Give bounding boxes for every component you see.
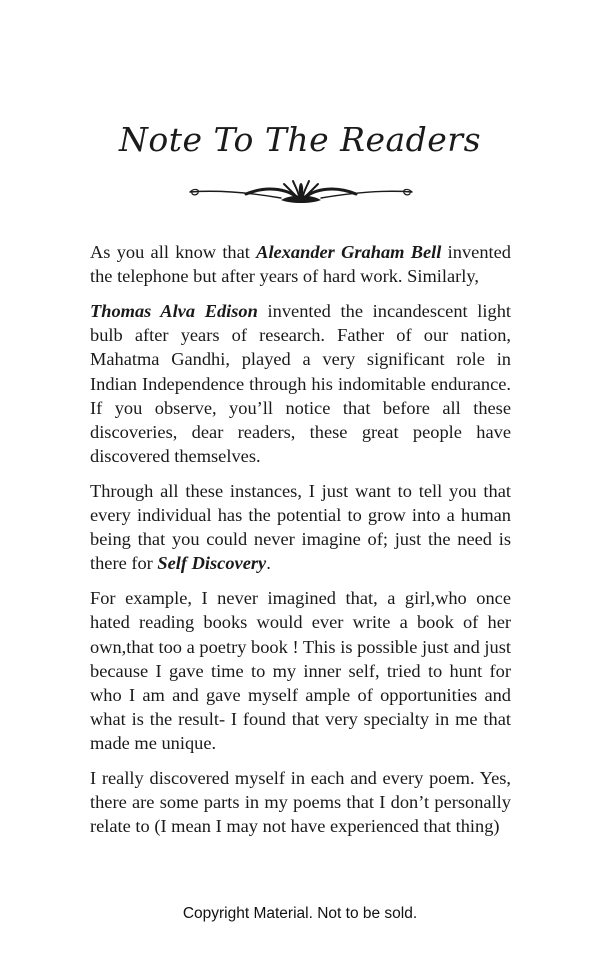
body-text — [90, 240, 511, 849]
emphasized-name: Alexander Graham Bell — [256, 242, 442, 262]
emphasized-phrase: Self Discovery — [157, 553, 267, 574]
paragraph: Through all these instances, I just want to tell you that every individual has the potential to grow into a human being that you could never imagine of; just the need is there for Self Discovery. — [90, 480, 511, 574]
paragraph: I really discovered myself in each and every poem. Yes, there are some parts in my poems that I don’t personally relate to (I mean I may not have experienced that thing) — [90, 768, 511, 837]
paragraph: Thomas Alva Edison invented the incandescent light bulb after years of research. Father of our nation, Mahatma Gandhi, played a very significant role in Indian Independence through his indomitable endurance. If you observe, you’ll notice that before all these discoveries, dear readers, these great people have discovered themselves. — [90, 300, 512, 467]
paragraph: For example, I never imagined that, a girl,who once hated reading books would ever write a book of her own,that too a poetry book ! This is possible just and just because I gave time to my inner self, tried to hunt for who I am and gave myself ample of opportunities and what is the result- I found that very specialty in me that made me unique. — [90, 588, 511, 754]
copyright-footer: Copyright Material. Not to be sold. — [182, 905, 418, 922]
page-title: Note To The Readers — [118, 120, 482, 159]
emphasized-name: Thomas Alva Edison — [90, 300, 258, 321]
paragraph: As you all know that Alexander Graham Bell invented the telephone but after years of hard work. Similarly, — [90, 242, 511, 287]
flourish-divider-icon — [186, 178, 416, 208]
